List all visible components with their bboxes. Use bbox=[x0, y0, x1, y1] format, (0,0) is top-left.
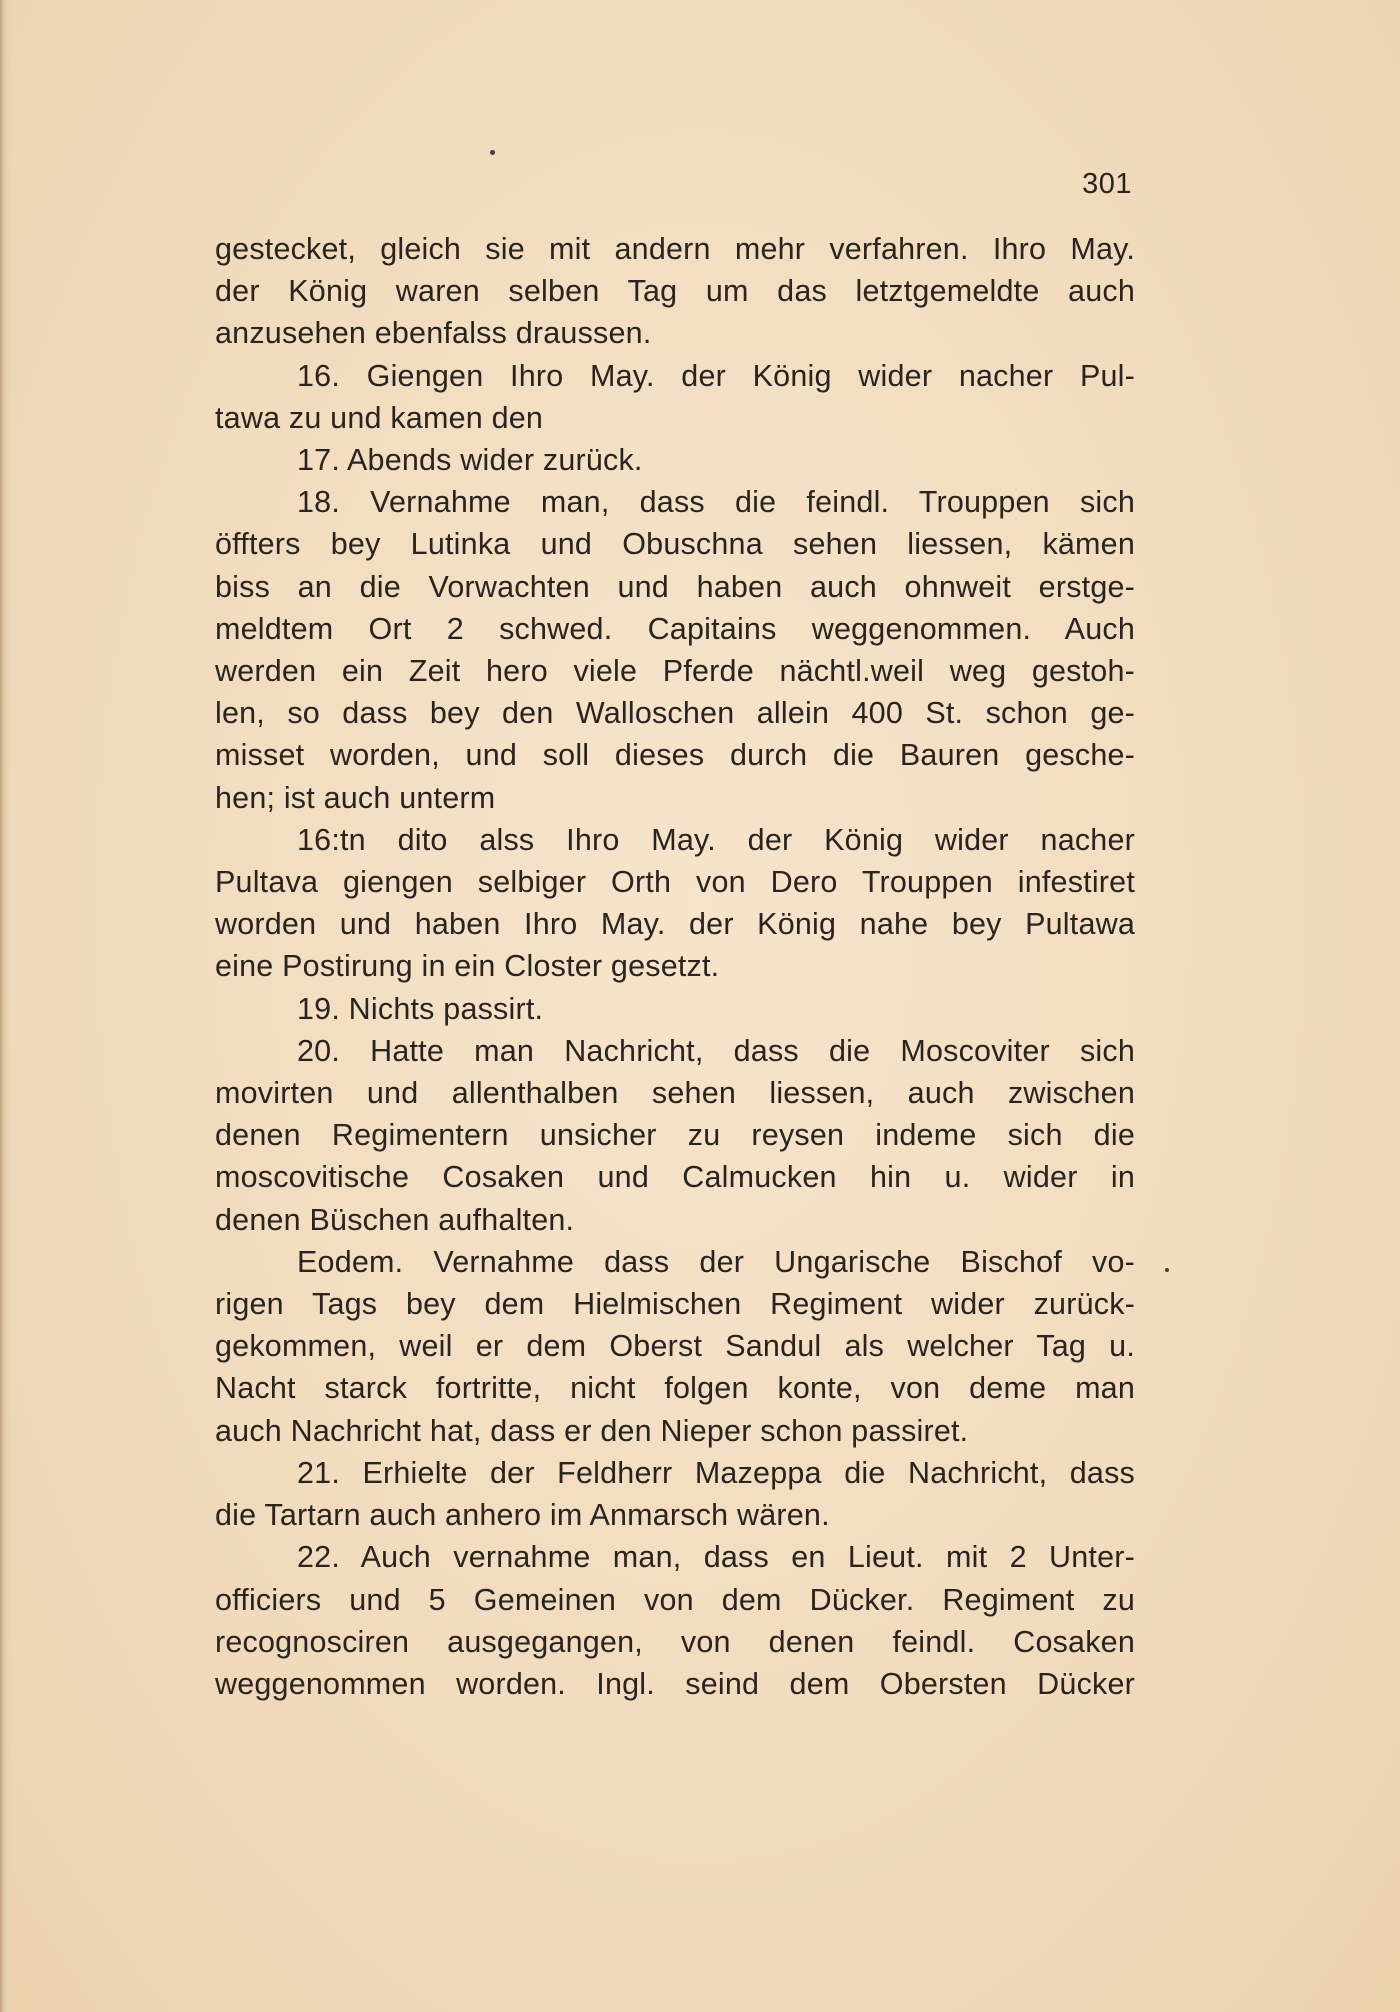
text-line: len, so dass bey den Walloschen allein 400 St. schon ge- bbox=[215, 696, 1135, 731]
text-line: 17. Abends wider zurück. bbox=[297, 443, 643, 478]
text-line: 20. Hatte man Nachricht, dass die Moscoviter sich bbox=[297, 1033, 1135, 1068]
page-binding-edge bbox=[0, 0, 11, 2012]
text-line: biss an die Vorwachten und haben auch ohnweit erstge- bbox=[215, 569, 1135, 604]
text-line: auch Nachricht hat, dass er den Nieper schon passiret. bbox=[215, 1413, 969, 1448]
text-line: 16. Giengen Ihro May. der König wider nacher Pul- bbox=[297, 358, 1135, 393]
text-line: recognosciren ausgegangen, von denen feindl. Cosaken bbox=[215, 1624, 1135, 1659]
text-line: rigen Tags bey dem Hielmischen Regiment wider zurück- bbox=[215, 1287, 1135, 1322]
text-line: 16:tn dito alss Ihro May. der König wider nacher bbox=[297, 822, 1135, 857]
ink-speck bbox=[490, 150, 495, 155]
text-line: öffters bey Lutinka und Obuschna sehen liessen, kämen bbox=[215, 527, 1135, 562]
text-line: Pultava giengen selbiger Orth von Dero Trouppen infestiret bbox=[215, 865, 1135, 900]
text-line: hen; ist auch unterm bbox=[215, 780, 496, 815]
text-line: meldtem Ort 2 schwed. Capitains weggenommen. Auch bbox=[215, 611, 1135, 646]
ink-speck bbox=[1165, 1268, 1169, 1272]
text-line: denen Büschen aufhalten. bbox=[215, 1202, 575, 1237]
text-line: worden und haben Ihro May. der König nahe bey Pultawa bbox=[215, 907, 1135, 942]
text-line: 22. Auch vernahme man, dass en Lieut. mit 2 Unter- bbox=[297, 1540, 1135, 1575]
page-number: 301 bbox=[1082, 168, 1132, 200]
text-line: gekommen, weil er dem Oberst Sandul als welcher Tag u. bbox=[215, 1329, 1135, 1364]
text-line: 19. Nichts passirt. bbox=[297, 991, 544, 1026]
text-line: der König waren selben Tag um das letztgemeldte auch bbox=[215, 274, 1135, 309]
text-line: werden ein Zeit hero viele Pferde nächtl.weil weg gestoh- bbox=[215, 654, 1135, 689]
text-line: die Tartarn auch anhero im Anmarsch wären. bbox=[215, 1498, 830, 1533]
body-text bbox=[215, 228, 1135, 1705]
text-line: 21. Erhielte der Feldherr Mazeppa die Nachricht, dass bbox=[297, 1455, 1135, 1490]
text-line: Eodem. Vernahme dass der Ungarische Bischof vo- bbox=[297, 1244, 1135, 1279]
text-line: officiers und 5 Gemeinen von dem Dücker. Regiment zu bbox=[215, 1582, 1135, 1617]
text-line: anzusehen ebenfalss draussen. bbox=[215, 316, 652, 351]
text-line: Nacht starck fortritte, nicht folgen konte, von deme man bbox=[215, 1371, 1135, 1406]
text-line: moscovitische Cosaken und Calmucken hin u. wider in bbox=[215, 1160, 1135, 1195]
text-line: denen Regimentern unsicher zu reysen indeme sich die bbox=[215, 1118, 1135, 1153]
text-line: movirten und allenthalben sehen liessen, auch zwischen bbox=[215, 1076, 1135, 1111]
text-line: 18. Vernahme man, dass die feindl. Trouppen sich bbox=[297, 485, 1135, 520]
text-line: tawa zu und kamen den bbox=[215, 400, 544, 435]
text-line: weggenommen worden. Ingl. seind dem Obersten Dücker bbox=[215, 1666, 1135, 1701]
text-line: gestecket, gleich sie mit andern mehr verfahren. Ihro May. bbox=[215, 232, 1135, 266]
text-line: misset worden, und soll dieses durch die Bauren gesche- bbox=[215, 738, 1135, 773]
text-line: eine Postirung in ein Closter gesetzt. bbox=[215, 949, 720, 984]
